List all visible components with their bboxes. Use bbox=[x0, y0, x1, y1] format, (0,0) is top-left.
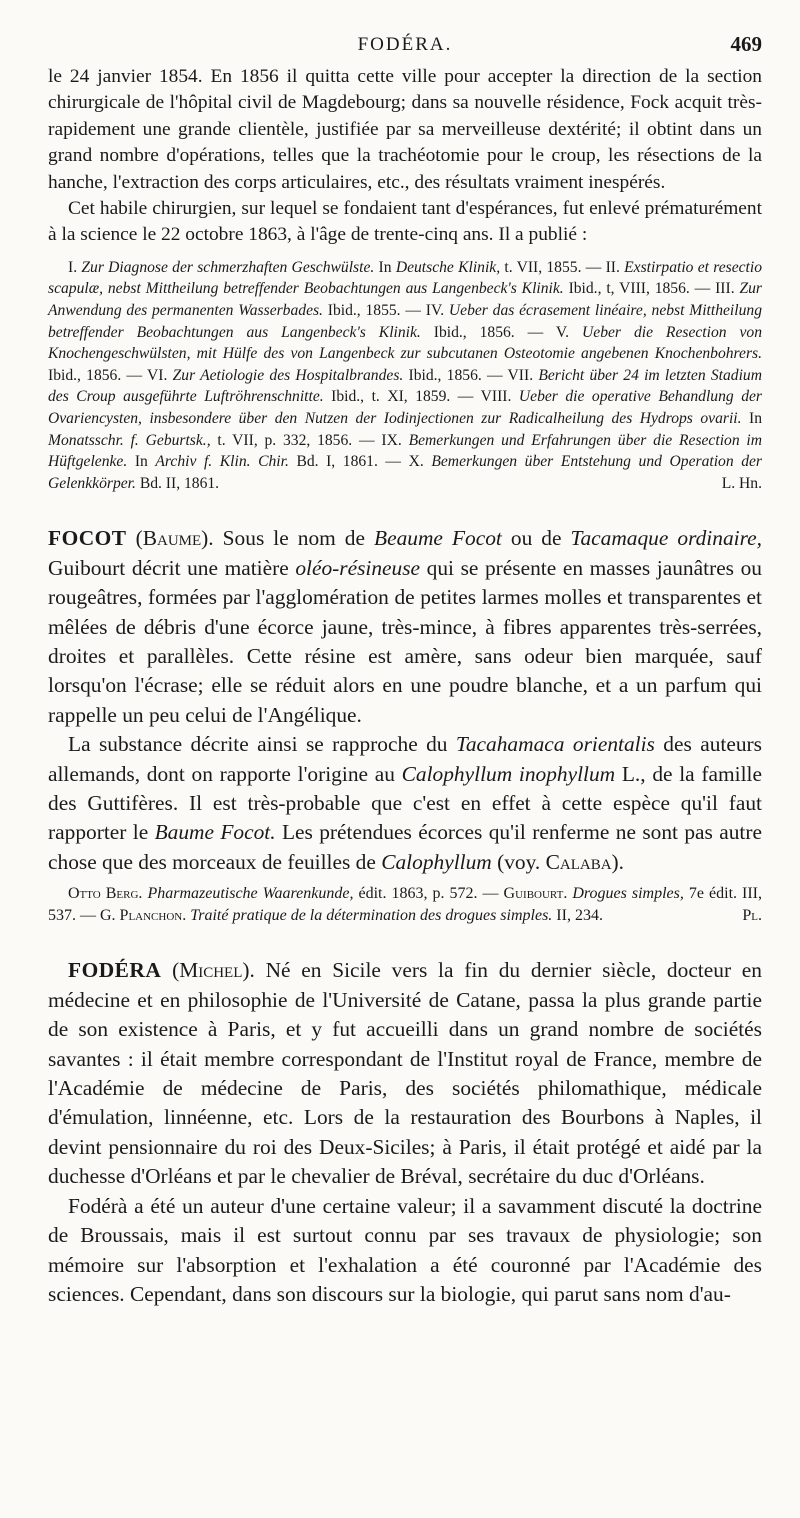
work-item bbox=[68, 259, 606, 276]
work-publication: t. VII, 1855. — bbox=[504, 258, 602, 276]
work-title: Zur Anwendung des permanenten Wasserbades. bbox=[48, 280, 762, 320]
work-number: VIII. bbox=[480, 388, 512, 406]
focot-text: L., de la famille des Guttifères. Il est très-probable que c'est en effet à cette espèce qu'il faut rapporter le bbox=[48, 761, 762, 845]
page-header bbox=[48, 30, 762, 64]
fodera-qualifier: (Michel). bbox=[172, 958, 255, 983]
work-title: Zur Diagnose der schmerzhaften Geschwülste. bbox=[81, 258, 375, 276]
work-number: II. bbox=[605, 258, 620, 276]
focot-crossref: Calaba). bbox=[545, 849, 625, 874]
work-title: Bemerkungen und Erfahrungen über die Resection im Hüftgelenke. bbox=[48, 431, 763, 471]
work-publication: Ibid., 1856. — bbox=[408, 366, 503, 384]
work-title: Bemerkungen über Entstehung und Operation der Gelenkkörper. bbox=[48, 453, 762, 492]
ref-title: Pharmazeutische Waarenkunde, bbox=[147, 885, 354, 903]
work-journal: Deutsche Klinik, bbox=[395, 258, 501, 276]
ref-edition: édit. 1863, p. 572. — bbox=[358, 885, 499, 903]
work-number: IV. bbox=[425, 302, 445, 320]
focot-text: ou de bbox=[510, 526, 562, 551]
focot-term: Tacahamaca orientalis bbox=[455, 732, 655, 757]
entry-fock-continuation bbox=[48, 64, 762, 494]
work-publication: Bd. II, 1861. bbox=[139, 474, 220, 492]
work-publication: Ibid., 1855. — bbox=[327, 302, 421, 320]
work-publication: Ibid., t, VIII, 1856. — bbox=[568, 280, 711, 298]
work-publication: Ibid., 1856. — bbox=[48, 366, 143, 384]
running-head: FODÉRA. bbox=[357, 34, 453, 55]
work-title: Exstirpatio et resectio scapulæ, nebst Mittheilung betreffender Beobachtungen aus Langenbeck's Klinik. bbox=[48, 258, 763, 298]
focot-term: Calophyllum bbox=[381, 849, 492, 874]
work-source: In bbox=[134, 453, 148, 471]
work-journal: Archiv f. Klin. Chir. bbox=[155, 453, 289, 471]
work-number: V. bbox=[555, 323, 570, 341]
work-journal: Monatsschr. f. Geburtsk., bbox=[48, 431, 211, 449]
ref-title: Traité pratique de la détermination des drogues simples. bbox=[190, 906, 553, 924]
work-publication: t. VII, p. 332, 1856. — bbox=[217, 431, 375, 449]
work-source: In bbox=[378, 258, 392, 276]
fodera-text: Né en Sicile vers la fin du dernier siècle, docteur en médecine et en philosophie de l'Université de Catane, passa la plus grande partie de son existence à Paris, et y fut accueilli dans un grand nombre de sociétés savantes : il était membre correspondant de l'Institut royal de France, membre de l'Académie de médecine de Paris, des sociétés philomathique, médicale d'émulation, linnéenne, etc. Lors de la restauration des Bourbons à Naples, il devint pensionnaire du roi des Deux-Siciles; à Paris, il était protégé et aidé par la duchesse d'Orléans et par le chevalier de Bréval, secrétaire du duc d'Orléans. bbox=[48, 958, 762, 1189]
work-title: Ueber das écrasement linéaire, nebst Mittheilung betreffender Beobachtungen aus Langenbeck's Klinik. bbox=[48, 302, 762, 341]
focot-term: Tacamaque ordinaire, bbox=[570, 526, 762, 551]
work-title: Bericht über 24 im letzten Stadium des Croup ausgeführte Luftröhrenschnitte. bbox=[48, 366, 762, 406]
focot-references bbox=[48, 883, 762, 926]
work-number: III. bbox=[715, 280, 735, 298]
work-title: Zur Aetiologie des Hospitalbrandes. bbox=[172, 366, 404, 384]
work-publication: Ibid., t. XI, 1859. — bbox=[331, 388, 474, 406]
focot-text: Les prétendues écorces qu'il renferme ne sont pas autre chose que des morceaux de feuilles de bbox=[48, 820, 762, 874]
work-item bbox=[147, 367, 508, 384]
fock-signature: L. Hn. bbox=[721, 474, 762, 492]
focot-term: Beaume Focot bbox=[374, 526, 502, 551]
work-title: Ueber die Resection von Knochengeschwülsten, mit Hülfe des von Langenbeck zur subcutanen Osteotomie angebenen Knochenbohrers. bbox=[48, 323, 762, 363]
page-number: 469 bbox=[730, 32, 762, 56]
focot-signature: Pl. bbox=[742, 906, 762, 924]
fodera-headword: FODÉRA bbox=[68, 958, 162, 983]
focot-paragraph-2 bbox=[48, 730, 762, 877]
work-number: VII. bbox=[507, 366, 534, 384]
work-number: IX. bbox=[381, 431, 402, 449]
fock-bibliography bbox=[48, 257, 762, 495]
work-source: In bbox=[749, 410, 762, 427]
work-publication: Bd. I, 1861. — bbox=[296, 453, 402, 471]
ref-title: Drogues simples, bbox=[572, 885, 684, 903]
work-number: X. bbox=[408, 453, 424, 471]
focot-text: (voy. bbox=[497, 849, 541, 874]
focot-text: Sous le nom de bbox=[222, 526, 365, 551]
ref-author: Guibourt. bbox=[503, 885, 568, 903]
entry-fodera bbox=[48, 956, 762, 1309]
focot-text: qui se présente en masses jaunâtres ou rougeâtres, formées par l'agglomération de petites larmes molles et transparentes et mêlées de débris d'une écorce jaune, très-mince, à fibres apparentes très-serrées, droites et parallèles. Cette résine est amère, sans odeur bien marquée, sauf lorsqu'on l'écrase; elle se réduit alors en une poudre blanche, et a un parfum qui rappelle un peu celui de l'Angélique. bbox=[48, 555, 762, 727]
focot-text: La substance décrite ainsi se rapproche du bbox=[68, 732, 448, 757]
ref-edition: 7e édit. III, 537. — bbox=[48, 885, 763, 924]
fock-paragraph-1: le 24 janvier 1854. En 1856 il quitta cette ville pour accepter la direction de la section chirurgicale de l'hôpital civil de Magdebourg; dans sa nouvelle résidence, Fock acquit très-rapidement une grande clientèle, justifiée par sa merveilleuse dextérité; il obtint dans un grand nombre d'opérations, telles que la trachéotomie pour le croup, les résections de la hanche, l'extraction des corps articulaires, etc., des résultats vraiment inespérés. bbox=[48, 66, 762, 193]
ref-edition: II, 234. bbox=[556, 906, 603, 924]
fodera-paragraph-1 bbox=[48, 956, 762, 1191]
ref-author: G. Planchon. bbox=[100, 906, 187, 924]
entry-focot bbox=[48, 524, 762, 926]
focot-term: Calophyllum inophyllum bbox=[401, 761, 616, 786]
work-number: I. bbox=[68, 258, 78, 276]
focot-term: Baume Focot. bbox=[154, 820, 276, 845]
focot-text: des auteurs allemands, dont on rapporte l'origine au bbox=[48, 732, 762, 786]
focot-term: oléo-résineuse bbox=[295, 555, 421, 580]
works-list bbox=[48, 259, 762, 492]
focot-qualifier: (Baume). bbox=[135, 526, 214, 551]
work-title: Ueber die operative Behandlung der Ovariencysten, insbesondere über den Nutzen der Iodinjectionen zur Radicalheilung des Hydrops ovarii. bbox=[48, 388, 762, 427]
focot-headword: FOCOT bbox=[48, 526, 127, 551]
focot-text: Guibourt décrit une matière bbox=[48, 555, 289, 580]
work-publication: Ibid., 1856. — bbox=[433, 323, 544, 341]
ref-author: Otto Berg. bbox=[68, 885, 143, 903]
fock-paragraph-2: Cet habile chirurgien, sur lequel se fondaient tant d'espérances, fut enlevé prématurément à la science le 22 octobre 1863, à l'âge de trente-cinq ans. Il a publié : bbox=[48, 198, 762, 246]
focot-paragraph-1 bbox=[48, 524, 762, 730]
fodera-paragraph-2: Fodérà a été un auteur d'une certaine valeur; il a savamment discuté la doctrine de Broussais, mais il est surtout connu par ses travaux de physiologie; son mémoire sur l'absorption et l'exhalation a été couronné par l'Académie des sciences. Cependant, dans son discours sur la biologie, qui parut sans nom d'au- bbox=[48, 1193, 762, 1306]
work-number: VI. bbox=[147, 366, 168, 384]
